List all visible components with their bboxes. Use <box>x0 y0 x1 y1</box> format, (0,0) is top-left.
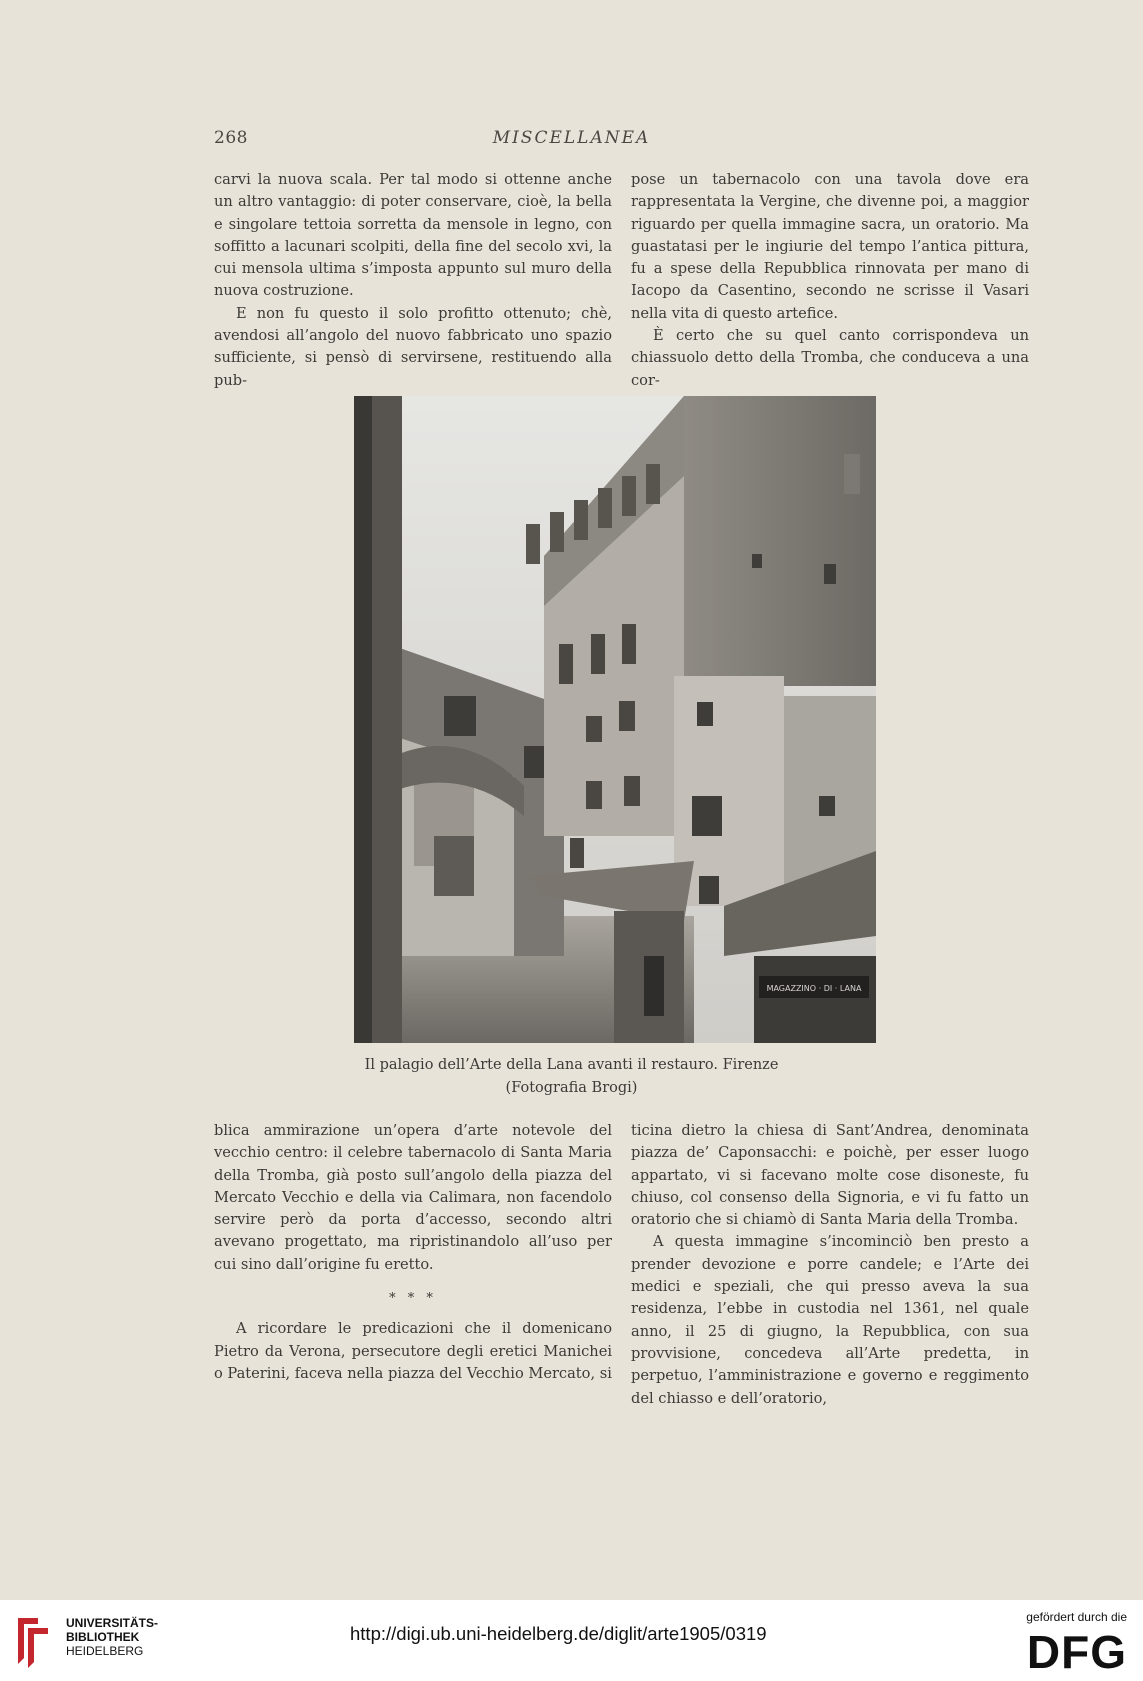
dfg-logo[interactable]: DFG <box>1026 1626 1127 1678</box>
permalink-url[interactable]: http://digi.ub.uni-heidelberg.de/diglit/arte1905/0319 <box>350 1623 767 1644</box>
paragraph: ticina dietro la chiesa di Sant’Andrea, denominata piazza de’ Caponsacchi: e poichè, per esser luogo appartato, vi si facevano molte cose disoneste, fu chiuso, col consenso della Signoria, e vi fu fatto un oratorio che si chiamò di Santa Maria della Tromba. <box>631 1122 1029 1229</box>
shop-sign: MAGAZZINO · DI · LANA <box>766 984 862 993</box>
paragraph: blica ammirazione un’opera d’arte notevole del vecchio centro: il celebre tabernacolo di Santa Maria della Tromba, già posto sull’angolo della piazza del Mercato Vecchio e della via Calimara, non facendolo servire però da porta d’accesso, secondo altri avevano progettato, ma ripristinandolo all’uso per cui sino dall’origine fu eretto. <box>214 1122 612 1273</box>
text-column-bottom-right <box>631 1120 1029 1410</box>
library-name-line: HEIDELBERG <box>66 1644 144 1658</box>
caption-text: Il palagio dell’Arte della Lana avanti il restauro. Firenze <box>364 1057 779 1073</box>
paragraph: È certo che su quel canto corrispondeva un chiassuolo detto della Tromba, che conduceva a una cor- <box>631 327 1029 389</box>
building-photograph <box>354 396 876 1043</box>
text-column-top-right <box>631 169 1029 392</box>
paragraph: E non fu questo il solo profitto ottenuto; chè, avendosi all’angolo del nuovo fabbricato uno spazio sufficiente, si pensò di servirsene, restituendo alla pub- <box>214 304 612 389</box>
paragraph: A questa immagine s’incominciò ben presto a prender devozione e porre candele; e l’Arte dei medici e speziali, che qui presso aveva la sua residenza, l’ebbe in custodia nel 1361, nel quale anno, il 25 di giugno, la Repubblica, con sua provvisione, concedeva all’Arte predetta, in perpetuo, l’amministrazione e governo e reggimento del chiasso e dell’oratorio, <box>631 1233 1029 1407</box>
section-separator: * * * <box>389 1291 437 1307</box>
running-title: MISCELLANEA <box>492 128 651 148</box>
figure-caption <box>0 1054 1143 1100</box>
library-name-line: UNIVERSITÄTS- <box>66 1616 159 1630</box>
library-name-line: BIBLIOTHEK <box>66 1630 140 1644</box>
page-number: 268 <box>214 128 248 148</box>
paragraph: A ricordare le predicazioni che il domenicano Pietro da Verona, persecutore degli eretici Manichei o Paterini, faceva nella piazza del Vecchio Mercato, si <box>214 1320 612 1382</box>
paragraph: carvi la nuova scala. Per tal modo si ottenne anche un altro vantaggio: di poter conservare, cioè, la bella e singolare tettoia sorretta da mensole in legno, con soffitto a lacunari scolpiti, della fine del secolo xvi, la cui mensola ultima s’imposta appunto sul muro della nuova costruzione. <box>214 171 612 300</box>
photo-credit: (Fotografia Brogi) <box>505 1080 638 1096</box>
viewer-footer <box>0 1600 1143 1681</box>
library-logo-icon[interactable] <box>14 1614 58 1668</box>
library-name[interactable] <box>66 1616 158 1658</box>
text-column-top-left <box>214 169 612 392</box>
funded-by-label: gefördert durch die <box>1026 1610 1127 1624</box>
paragraph: pose un tabernacolo con una tavola dove era rappresentata la Vergine, che divenne poi, a maggior riguardo per quella immagine sacra, un oratorio. Ma guastatasi per le ingiurie del tempo l’antica pittura, fu a spese della Repubblica rinnovata per mano di Iacopo da Casentino, secondo ne scrisse il Vasari nella vita di questo artefice. <box>631 171 1029 322</box>
text-column-bottom-left <box>214 1120 612 1385</box>
